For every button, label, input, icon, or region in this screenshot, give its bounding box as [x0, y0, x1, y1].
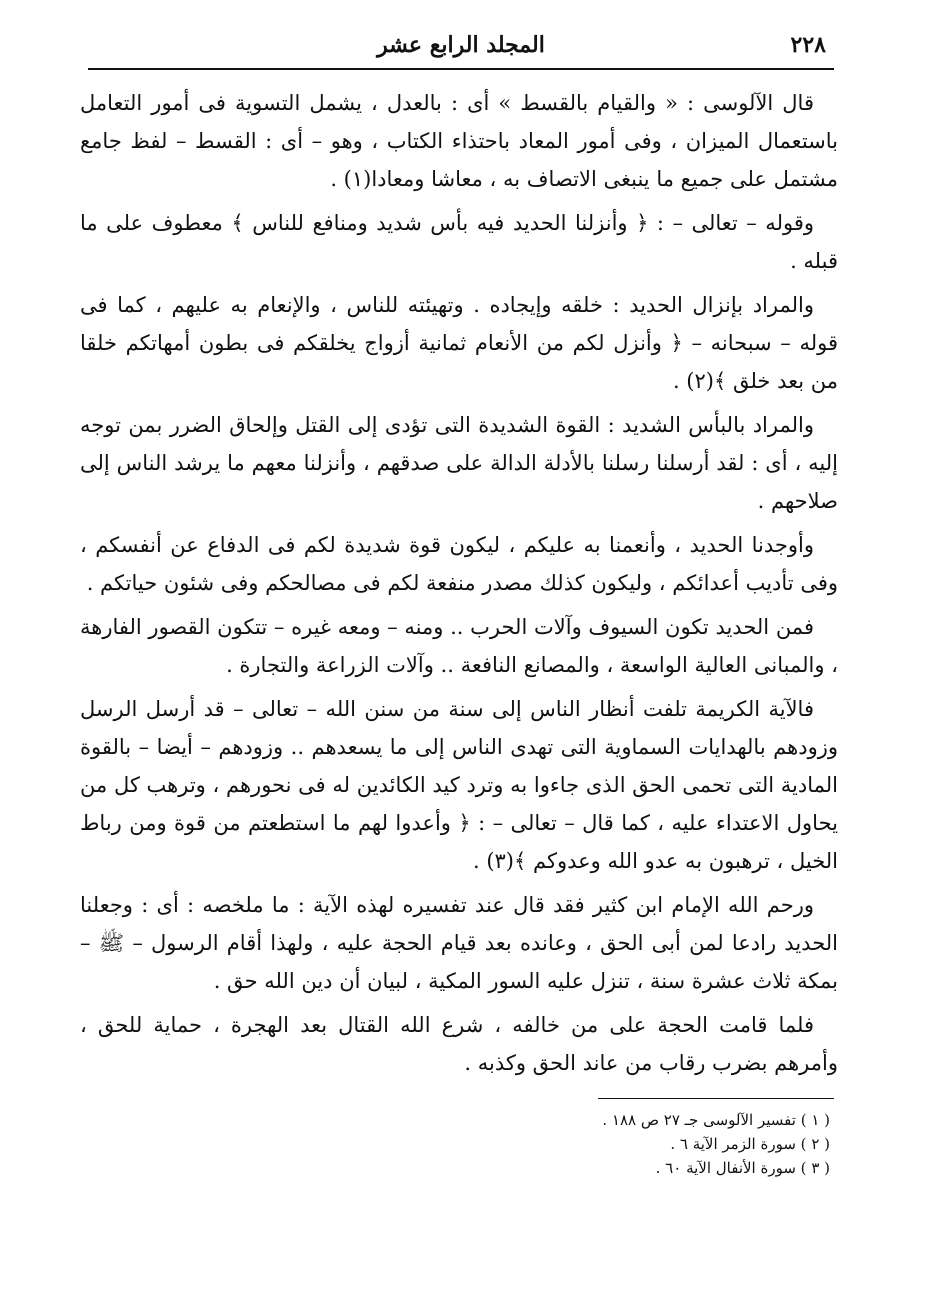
footnote: ( ٣ ) سورة الأنفال الآية ٦٠ . [655, 1159, 830, 1177]
paragraph: فالآية الكريمة تلفت أنظار الناس إلى سنة من سنن الله – تعالى – قد أرسل الرسل وزودهم بالهدايات السماوية التى تهدى الناس إلى ما يسعدهم .. وزودهم – أيضا – بالقوة المادية التى تحمى الحق الذى جاءوا به وترد كيد الكائدين له فى نحورهم ، وترهب كل من يحاول الاعتداء عليه ، كما قال – تعالى – : ﴿ وأعدوا لهم ما استطعتم من قوة ومن رباط الخيل ، ترهبون به عدو الله وعدوكم ﴾(٣) . [80, 697, 838, 873]
footnotes [400, 1108, 830, 1180]
page-number: ٢٢٨ [790, 32, 826, 58]
paragraph: فمن الحديد تكون السيوف وآلات الحرب .. ومنه – ومعه غيره – تتكون القصور الفارهة ، والمبانى العالية الواسعة ، والمصانع النافعة .. وآلات الزراعة والتجارة . [80, 615, 838, 677]
paragraph: والمراد بإنزال الحديد : خلقه وإيجاده . وتهيئته للناس ، والإنعام به عليهم ، كما فى قوله – سبحانه – ﴿ وأنزل لكم من الأنعام ثمانية أزواج يخلقكم فى بطون أمهاتكم خلقا من بعد خلق ﴾(٢) . [80, 293, 838, 393]
paragraph: وقوله – تعالى – : ﴿ وأنزلنا الحديد فيه بأس شديد ومنافع للناس ﴾ معطوف على ما قبله . [80, 211, 838, 273]
main-text [80, 84, 838, 1088]
running-title: المجلد الرابع عشر [377, 32, 545, 58]
header-divider [88, 68, 834, 70]
paragraph: فلما قامت الحجة على من خالفه ، شرع الله القتال بعد الهجرة ، حماية للحق ، وأمرهم بضرب رقاب من عاند الحق وكذبه . [80, 1013, 838, 1075]
paragraph: ورحم الله الإمام ابن كثير فقد قال عند تفسيره لهذه الآية : ما ملخصه : أى : وجعلنا الحديد رادعا لمن أبى الحق ، وعانده بعد قيام الحجة عليه ، ولهذا أقام الرسول – ﷺ – بمكة ثلاث عشرة سنة ، تنزل عليه السور المكية ، لبيان أن دين الله حق . [80, 893, 838, 993]
paragraph: قال الآلوسى : « والقيام بالقسط » أى : بالعدل ، يشمل التسوية فى أمور التعامل باستعمال الميزان ، وفى أمور المعاد باحتذاء الكتاب ، وهو – أى : القسط – لفظ جامع مشتمل على جميع ما ينبغى الاتصاف به ، معاشا ومعادا(١) . [80, 91, 838, 191]
paragraph: والمراد بالبأس الشديد : القوة الشديدة التى تؤدى إلى القتل وإلحاق الضرر بمن توجه إليه ، أى : لقد أرسلنا رسلنا بالأدلة الدالة على صدقهم ، وأنزلنا معهم ما يرشد الناس إلى صلاحهم . [80, 413, 838, 513]
footnote: ( ١ ) تفسير الآلوسى جـ ٢٧ ص ١٨٨ . [602, 1111, 830, 1129]
footnote: ( ٢ ) سورة الزمر الآية ٦ . [670, 1135, 830, 1153]
footnote-divider [598, 1098, 834, 1099]
paragraph: وأوجدنا الحديد ، وأنعمنا به عليكم ، ليكون قوة شديدة لكم فى الدفاع عن أنفسكم ، وفى تأديب أعدائكم ، وليكون كذلك مصدر منفعة لكم فى مصالحكم وفى شئون حياتكم . [80, 533, 838, 595]
page-header [88, 30, 834, 66]
